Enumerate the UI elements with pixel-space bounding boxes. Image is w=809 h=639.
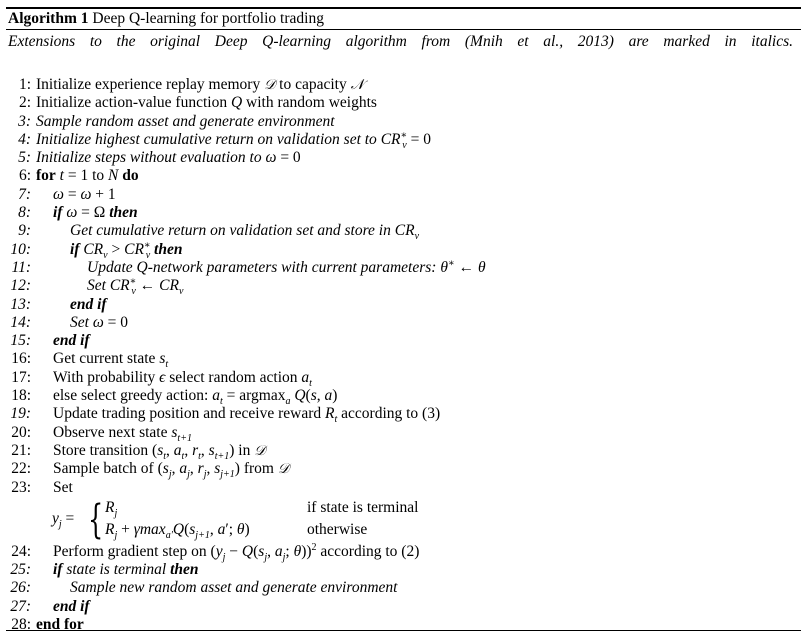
step-22: 22: Sample batch of ($s_j$, $a_j$, $r_j$, $s_{j+1}$) from 𝒟 bbox=[0, 460, 809, 478]
brace-symbol: { bbox=[88, 496, 104, 543]
line-number: 5: bbox=[18, 149, 31, 167]
step-21: 21: Store transition ($s_t$, $a_t$, $r_t$, $s_{t+1}$) in 𝒟 bbox=[0, 442, 809, 460]
step-6: 6: for t = 1 to N do bbox=[0, 167, 809, 185]
step-28: 28: end for bbox=[0, 616, 809, 634]
step-7: 7: ω = ω + 1 bbox=[0, 186, 809, 204]
step-5: 5: Initialize steps without evaluation to ω = 0 bbox=[0, 149, 809, 167]
line-number: 14: bbox=[10, 313, 31, 331]
line-number: 2: bbox=[18, 94, 31, 112]
line-number: 9: bbox=[18, 222, 31, 240]
step-15: 15: end if bbox=[0, 332, 809, 350]
algorithm-label: Algorithm 1 bbox=[8, 10, 89, 27]
step-10: 10: if $CR_v > CR^∗_v$ then bbox=[0, 241, 809, 259]
line-number: 8: bbox=[18, 204, 31, 222]
line-number: 18: bbox=[11, 387, 31, 405]
step-8: 8: if ω = Ω then bbox=[0, 204, 809, 222]
step-3: 3: Sample random asset and generate environment bbox=[0, 113, 809, 131]
line-number: 12: bbox=[10, 277, 31, 295]
middle-rule bbox=[6, 29, 801, 30]
step-19: 19: Update trading position and receive reward $R_t$ according to (3) bbox=[0, 405, 809, 423]
step-24: 24: Perform gradient step on ($y_j - Q(s_j$, $a_j$; θ))$^2$ according to (2) bbox=[0, 543, 809, 561]
step-26: 26: Sample new random asset and generate environment bbox=[0, 579, 809, 597]
step-4: 4: Initialize highest cumulative return on validation set to $CR^∗_v = 0$ bbox=[0, 131, 809, 149]
line-number: 1: bbox=[18, 76, 31, 93]
algorithm-caption: Extensions to the original Deep Q-learning algorithm from (Mnih et al., 2013) are marked in italics. bbox=[8, 33, 793, 50]
line-number: 3: bbox=[18, 112, 31, 130]
bottom-rule bbox=[6, 630, 801, 631]
step-25: 25: if state is terminal then bbox=[0, 561, 809, 579]
line-number: 11: bbox=[11, 258, 31, 276]
line-number: 15: bbox=[10, 332, 31, 350]
step-23: 23: Set bbox=[0, 479, 809, 497]
line-number: 10: bbox=[10, 240, 31, 258]
line-number: 7: bbox=[18, 185, 31, 203]
step-20: 20: Observe next state $s_{t+1}$ bbox=[0, 424, 809, 442]
target-equation: $y_j$ = { $R_j$ $R_j + \gamma\max_{a'}Q(s_{j+1}$, a′; θ) if state is terminal otherwise bbox=[52, 496, 419, 543]
step-18: 18: else select greedy action: $a_t = argmax_a$ Q(s, a) bbox=[0, 387, 809, 405]
line-number: 28: bbox=[11, 616, 31, 634]
step-16: 16: Get current state $s_t$ bbox=[0, 350, 809, 368]
step-11: 11: Update Q-network parameters with current parameters: θ∗ ← θ bbox=[0, 259, 809, 277]
line-number: 21: bbox=[11, 441, 31, 459]
line-number: 20: bbox=[11, 423, 31, 441]
algorithm-title bbox=[8, 9, 324, 29]
step-2: 2: Initialize action-value function Q with random weights bbox=[0, 94, 809, 112]
line-number: 6: bbox=[18, 167, 31, 185]
line-number: 4: bbox=[18, 130, 31, 148]
line-number: 22: bbox=[11, 460, 31, 478]
step-12: 12: Set $CR^∗_v$ ← $CR_v$ bbox=[0, 277, 809, 295]
line-number: 27: bbox=[10, 597, 31, 615]
algorithm-steps bbox=[0, 76, 809, 634]
step-14: 14: Set ω = 0 bbox=[0, 314, 809, 332]
line-number: 16: bbox=[11, 350, 31, 368]
line-number: 19: bbox=[10, 405, 31, 423]
step-27: 27: end if bbox=[0, 598, 809, 616]
step-1: 1: Initialize experience replay memory 𝒟 to capacity 𝒩 bbox=[0, 76, 809, 94]
line-number: 26: bbox=[10, 579, 31, 597]
algorithm-name: Deep Q-learning for portfolio trading bbox=[92, 10, 324, 27]
line-number: 25: bbox=[10, 561, 31, 579]
step-9: 9: Get cumulative return on validation set and store in $CR_v$ bbox=[0, 222, 809, 240]
step-13: 13: end if bbox=[0, 296, 809, 314]
line-number: 13: bbox=[10, 295, 31, 313]
line-number: 23: bbox=[11, 478, 31, 496]
line-number: 24: bbox=[11, 542, 31, 560]
step-17: 17: With probability ϵ select random action $a_t$ bbox=[0, 369, 809, 387]
line-number: 17: bbox=[11, 368, 31, 386]
